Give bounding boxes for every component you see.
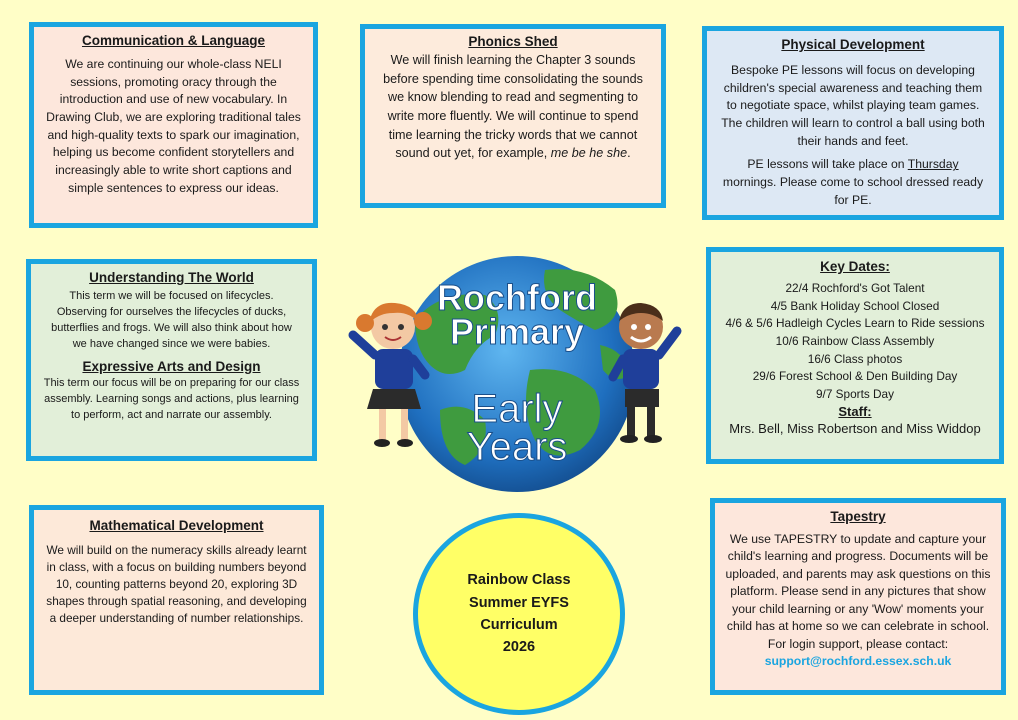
pe-before: PE lessons will take place on [747, 157, 905, 172]
key-date-item: 4/6 & 5/6 Hadleigh Cycles Learn to Ride sessions [725, 316, 985, 331]
communication-title: Communication & Language [81, 33, 265, 48]
communication-body: We are continuing our whole-class NELI sessions, promoting oracy through the introduction and use of new vocabulary. In Drawing Club, we are exploring traditional tales and high-quality texts to spark our imagination, helping us become confident storytellers and increasingly able to write short captions and simple sentences to express our ideas. [46, 57, 301, 195]
tapestry-title: Tapestry [830, 509, 886, 524]
key-dates-panel [706, 247, 1004, 464]
phonics-examples: me be he she [550, 146, 628, 161]
world-body: This term we will be focused on lifecycles. Observing for ourselves the lifecycles of ducks, butterflies and frogs. We will also think about how we have changed since we were babies. [51, 290, 292, 350]
key-date-item: 29/6 Forest School & Den Building Day [752, 369, 958, 384]
center-line1: Rainbow Class [467, 572, 571, 589]
early-years-logo [345, 250, 685, 498]
key-date-item: 16/6 Class photos [807, 351, 903, 366]
phonics-text: We will finish learning the Chapter 3 sounds before spending time consolidating the sounds we know blending to read and segmenting to write more fluently. We will continue to spend time learning the tricky words that we cannot sound out yet, for example, [383, 53, 643, 161]
maths-panel [29, 505, 324, 695]
arts-body: This term our focus will be on preparing for our class assembly. Learning songs and actions, plus learning to perform, act and narrate our assembly. [43, 376, 300, 421]
world-title: Understanding The World [89, 270, 254, 285]
phonics-end: . [627, 146, 631, 161]
phonics-title: Phonics Shed [468, 34, 558, 49]
tapestry-body [723, 531, 993, 671]
center-line2: Summer EYFS [469, 594, 569, 611]
physical-development-panel [702, 26, 1004, 220]
maths-body: We will build on the numeracy skills already learnt in class, with a focus on building numbers beyond 10, counting patterns beyond 20, exploring 3D shapes through spatial reasoning, and developing a deeper understanding of number relationships. [46, 543, 307, 626]
physical-title: Physical Development [781, 37, 925, 52]
center-line4: 2026 [502, 639, 536, 656]
key-date-item: 22/4 Rochford's Got Talent [785, 281, 925, 295]
phonics-body [377, 51, 649, 163]
key-date-item: 10/6 Rainbow Class Assembly [775, 334, 935, 349]
key-date-item: 4/5 Bank Holiday School Closed [770, 298, 940, 313]
support-email-link[interactable]: support@rochford.essex.sch.uk [764, 654, 952, 669]
tapestry-text: We use TAPESTRY to update and capture your child's learning and progress. Documents will be uploaded, and parents may ask questions on this platform. Please send in any pictures that show your child learning or any 'Wow' moments your child has at home so we can celebrate in school. For login support, please contact: [725, 532, 991, 651]
understanding-world-panel [26, 259, 317, 461]
key-date-item: 9/7 Sports Day [815, 387, 895, 402]
key-dates-list [717, 280, 993, 404]
staff-title: Staff: [838, 403, 872, 419]
communication-language-panel [29, 22, 318, 228]
physical-pe-info [719, 156, 987, 209]
logo-line2: Primary [449, 311, 585, 352]
phonics-panel [360, 24, 666, 208]
logo-line1: Rochford [437, 277, 597, 318]
tapestry-panel [710, 498, 1006, 695]
physical-body: Bespoke PE lessons will focus on developing children's special awareness and teaching them to negotiate space, whilst playing team games. The children will learn to control a ball using both their hands and feet. [721, 63, 985, 148]
globe-logo-illustration [345, 250, 685, 498]
key-dates-title: Key Dates: [820, 259, 890, 274]
pe-day: Thursday [907, 157, 959, 172]
arts-title: Expressive Arts and Design [82, 358, 261, 374]
maths-title: Mathematical Development [89, 518, 264, 533]
curriculum-title-circle [413, 513, 625, 715]
logo-line3: Early [471, 387, 563, 431]
staff-names: Mrs. Bell, Miss Robertson and Miss Widdop [729, 420, 981, 436]
pe-after: mornings. Please come to school dressed ready for PE. [722, 175, 984, 207]
center-line3: Curriculum [480, 617, 558, 633]
logo-line4: Years [466, 425, 568, 469]
